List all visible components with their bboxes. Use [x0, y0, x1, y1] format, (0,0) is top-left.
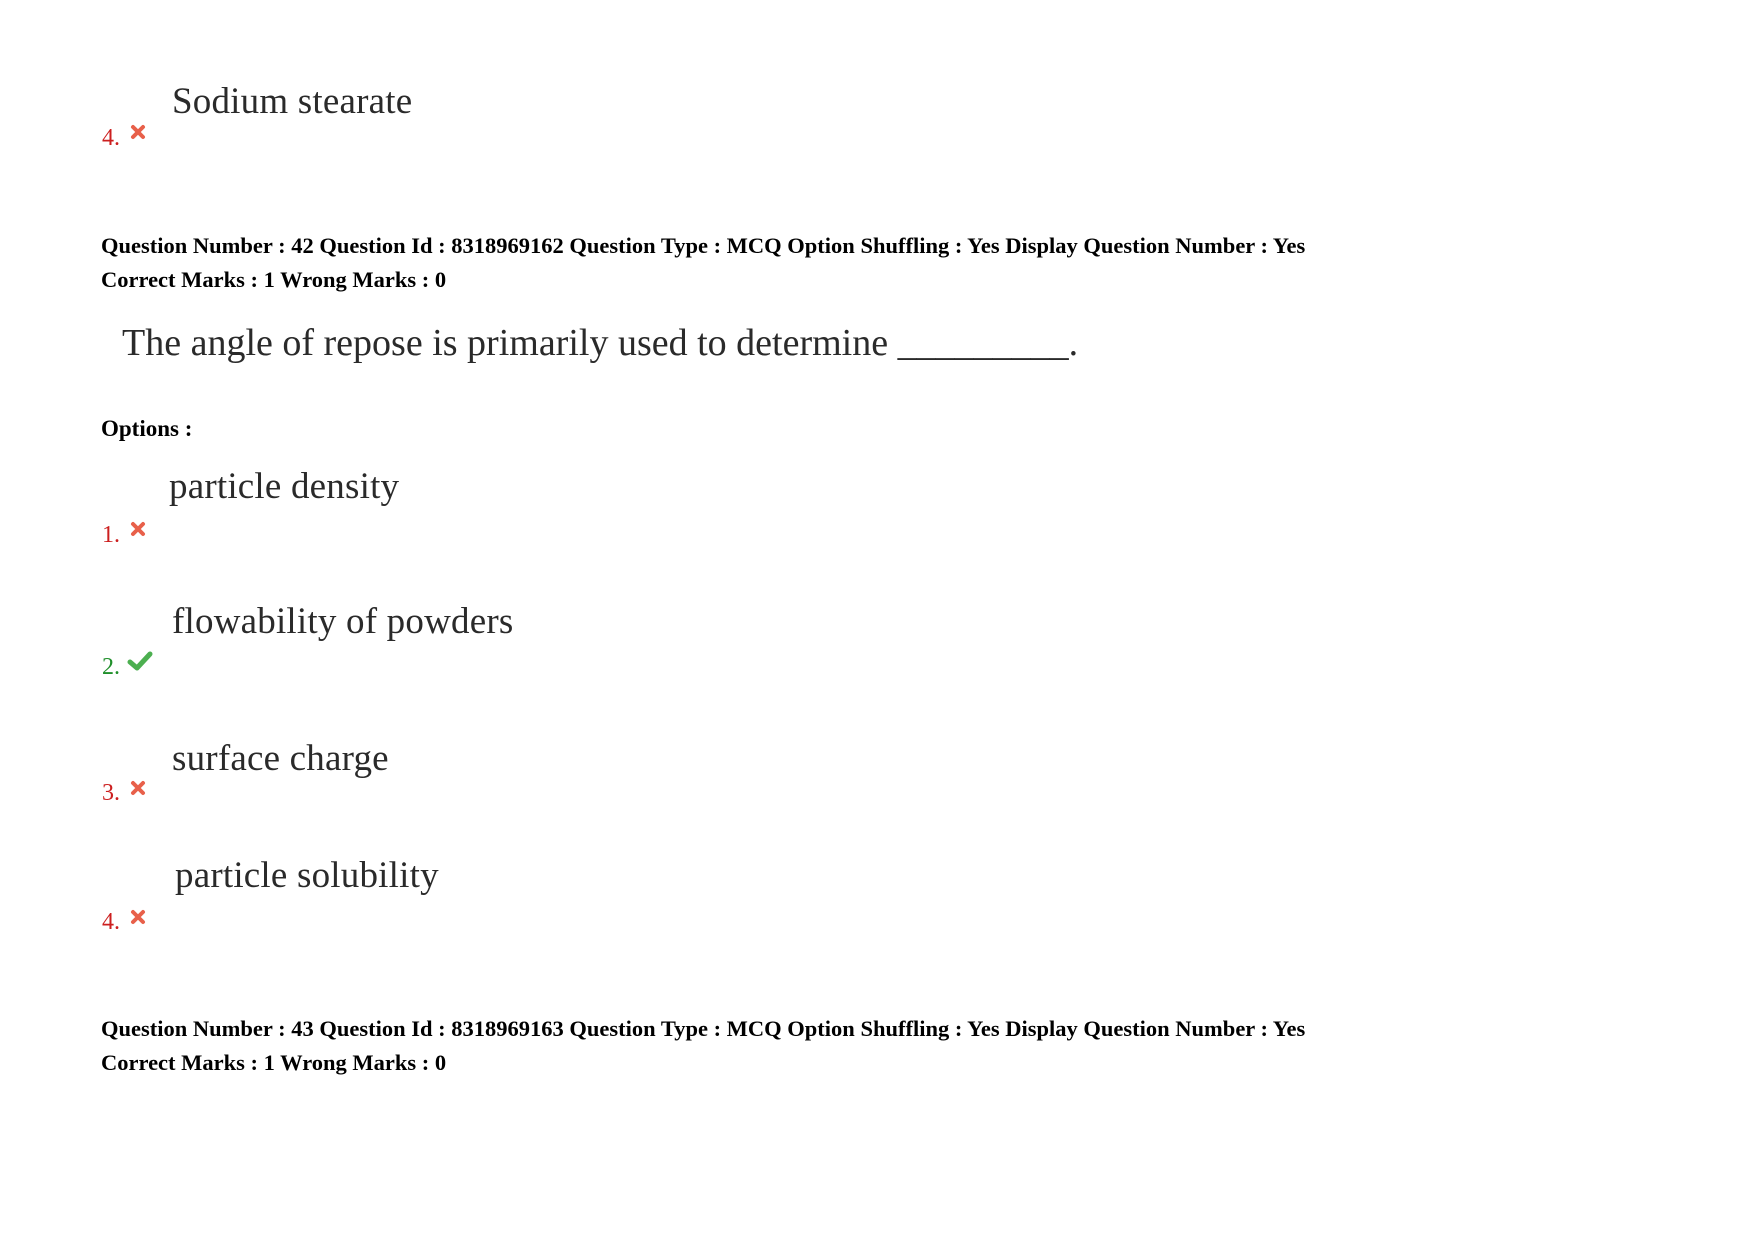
option-2-text: flowability of powders: [172, 601, 514, 642]
cross-icon: [130, 521, 146, 537]
option-3-number: 3.: [102, 780, 120, 806]
prev-option-4-text: Sodium stearate: [172, 81, 413, 122]
prev-option-4-number: 4.: [102, 125, 120, 151]
question-43-meta-line-1: Question Number : 43 Question Id : 8318969163 Question Type : MCQ Option Shuffling : Yes Display Question Number : Yes: [101, 1016, 1306, 1041]
option-1-number: 1.: [102, 522, 120, 548]
options-label: Options :: [101, 416, 193, 441]
question-42-meta-line-2: Correct Marks : 1 Wrong Marks : 0: [101, 267, 447, 292]
option-3-text: surface charge: [172, 738, 389, 779]
option-2-number: 2.: [102, 654, 120, 680]
cross-icon: [130, 909, 146, 925]
option-4-text: particle solubility: [175, 855, 439, 896]
cross-icon: [130, 780, 146, 796]
question-42-meta-line-1: Question Number : 42 Question Id : 8318969162 Question Type : MCQ Option Shuffling : Yes Display Question Number : Yes: [101, 233, 1306, 258]
question-text: The angle of repose is primarily used to determine _________.: [122, 322, 1079, 364]
option-1-text: particle density: [169, 466, 400, 507]
cross-icon: [130, 124, 146, 140]
option-4-number: 4.: [102, 909, 120, 935]
question-43-meta-line-2: Correct Marks : 1 Wrong Marks : 0: [101, 1050, 447, 1075]
check-icon: [127, 650, 153, 672]
